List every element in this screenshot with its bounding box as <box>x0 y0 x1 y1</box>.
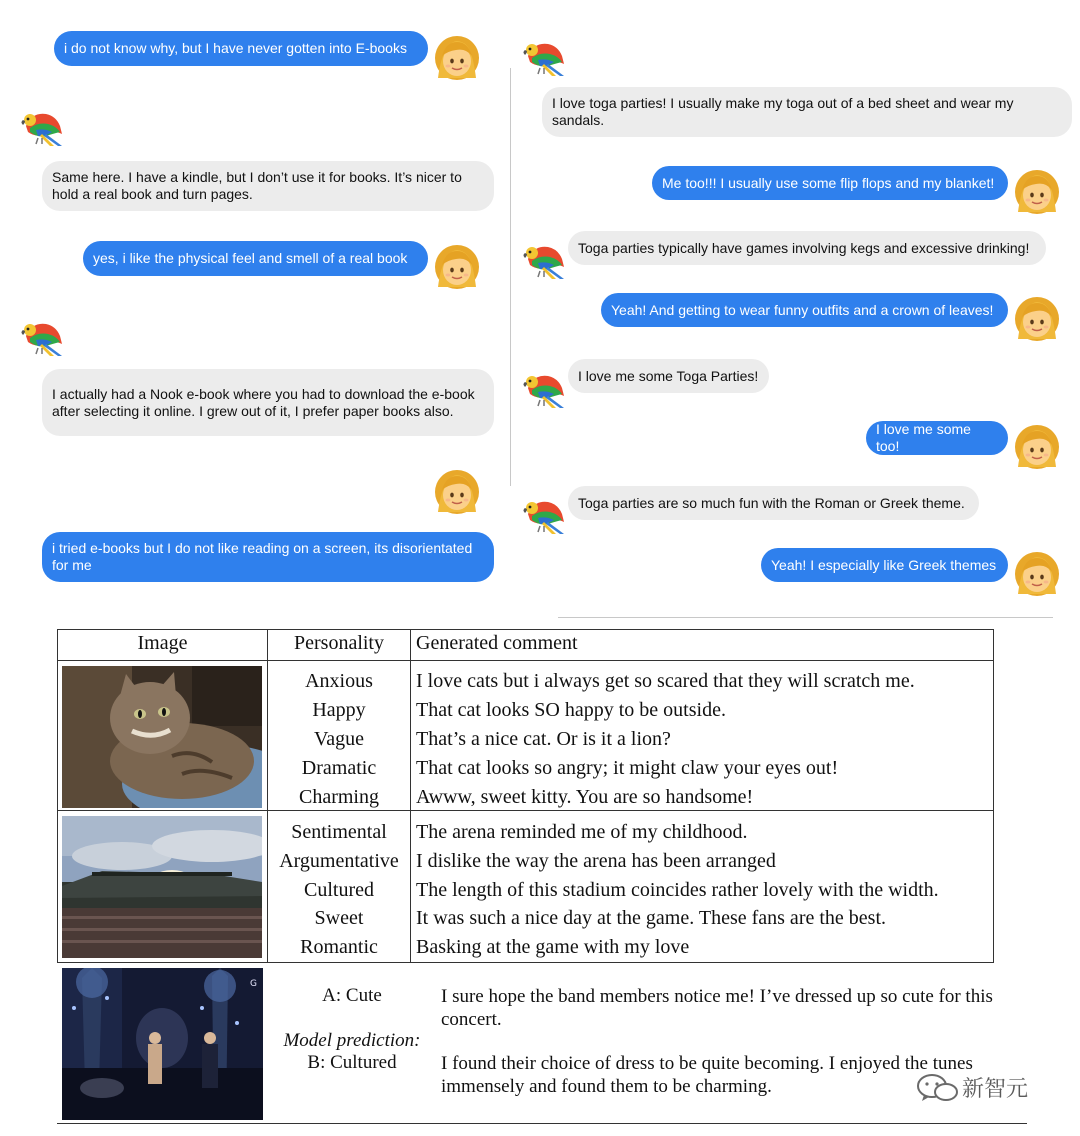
concert-photo <box>62 968 263 1120</box>
generated-comment: The length of this stadium coincides rather lovely with the width. <box>416 879 939 901</box>
bot-message: Toga parties typically have games involving kegs and excessive drinking! <box>568 231 1046 265</box>
bot-message: I love me some Toga Parties! <box>568 359 769 393</box>
personality-label: Charming <box>299 786 379 808</box>
parrot-icon <box>518 233 568 283</box>
parrot-icon <box>518 362 568 412</box>
generated-comment: I dislike the way the arena has been arranged <box>416 850 776 872</box>
woman-face-icon <box>432 241 482 291</box>
user-message: Me too!!! I usually use some flip flops and my blanket! <box>652 166 1008 200</box>
user-message: yes, i like the physical feel and smell of a real book <box>83 241 428 276</box>
generated-comment: Basking at the game with my love <box>416 936 690 958</box>
parrot-icon <box>518 30 568 80</box>
column-divider <box>510 68 511 486</box>
generated-comment: That cat looks so angry; it might claw your eyes out! <box>416 757 839 779</box>
woman-face-icon <box>1012 166 1062 216</box>
personality-label: Happy <box>312 699 366 721</box>
bot-message: I actually had a Nook e-book where you had to download the e-book after selecting it online. I grew out of it, I prefer paper books also. <box>42 369 494 436</box>
prediction-b-label: B: Cultured <box>307 1052 397 1073</box>
generated-comment: I love cats but i always get so scared that they will scratch me. <box>416 670 915 692</box>
prediction-a-text: I sure hope the band members notice me! I’ve dressed up so cute for this concert. <box>441 986 993 1030</box>
cat-photo <box>62 666 262 808</box>
user-message: i do not know why, but I have never gotten into E-books <box>54 31 428 66</box>
personality-label: Vague <box>314 728 364 750</box>
bot-message: Toga parties are so much fun with the Roman or Greek theme. <box>568 486 979 520</box>
bottom-rule <box>57 1123 1027 1124</box>
user-message: Yeah! I especially like Greek themes <box>761 548 1008 582</box>
personality-label: Argumentative <box>279 850 399 872</box>
section-divider <box>558 617 1053 618</box>
woman-face-icon <box>432 466 482 516</box>
parrot-icon <box>16 310 66 360</box>
personality-label: Dramatic <box>301 757 377 779</box>
personality-label: Sweet <box>314 907 364 929</box>
header-image: Image <box>137 632 188 654</box>
wechat-icon <box>916 1072 960 1104</box>
parrot-icon <box>518 488 568 538</box>
woman-face-icon <box>1012 548 1062 598</box>
user-message: I love me some too! <box>866 421 1008 455</box>
bot-message: Same here. I have a kindle, but I don’t use it for books. It’s nicer to hold a real book and turn pages. <box>42 161 494 211</box>
parrot-icon <box>16 100 66 150</box>
personality-label: Romantic <box>300 936 378 958</box>
generated-comment: That cat looks SO happy to be outside. <box>416 699 726 721</box>
stadium-photo <box>62 816 262 958</box>
bot-message: I love toga parties! I usually make my toga out of a bed sheet and wear my sandals. <box>542 87 1072 137</box>
woman-face-icon <box>1012 421 1062 471</box>
personality-label: Cultured <box>304 879 374 901</box>
prediction-a-label: A: Cute <box>322 985 382 1006</box>
generated-comment: Awww, sweet kitty. You are so handsome! <box>416 786 754 808</box>
generated-comment: It was such a nice day at the game. These fans are the best. <box>416 907 886 929</box>
header-personality: Personality <box>294 632 384 654</box>
woman-face-icon <box>1012 293 1062 343</box>
personality-label: Anxious <box>305 670 373 692</box>
user-message: Yeah! And getting to wear funny outfits and a crown of leaves! <box>601 293 1008 327</box>
header-generated-comment: Generated comment <box>416 632 578 654</box>
svg-text:G: G <box>250 979 257 989</box>
generated-comment: That’s a nice cat. Or is it a lion? <box>416 728 671 750</box>
model-prediction-label: Model prediction: <box>283 1030 421 1051</box>
watermark-text: 新智元 <box>962 1077 1029 1102</box>
user-message: i tried e-books but I do not like reading on a screen, its disorientated for me <box>42 532 494 582</box>
personality-label: Sentimental <box>291 821 387 843</box>
prediction-b-text: I found their choice of dress to be quite becoming. I enjoyed the tunes immensely and found them to be charming. <box>441 1053 973 1097</box>
woman-face-icon <box>432 32 482 82</box>
generated-comment: The arena reminded me of my childhood. <box>416 821 748 843</box>
